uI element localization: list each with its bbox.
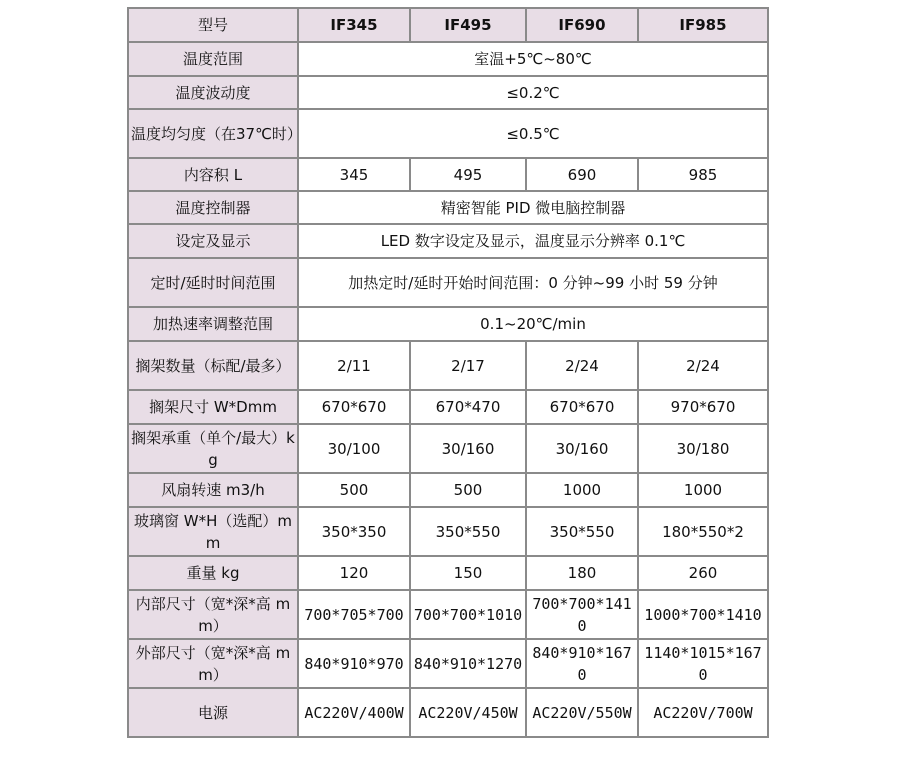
table-row: [128, 307, 768, 341]
row-label: 内容积 L: [128, 158, 298, 191]
model-header: IF690: [526, 8, 638, 42]
table-row: [128, 76, 768, 109]
row-label: 外部尺寸（宽*深*高 mm）: [128, 639, 298, 688]
cell-value: 2/24: [526, 341, 638, 390]
row-label: 电源: [128, 688, 298, 737]
row-span-value: 0.1~20℃/min: [298, 307, 768, 341]
row-label: 定时/延时时间范围: [128, 258, 298, 307]
cell-value: 670*670: [526, 390, 638, 424]
table-row: [128, 42, 768, 76]
cell-value: 500: [298, 473, 410, 507]
cell-value: 345: [298, 158, 410, 191]
row-label: 加热速率调整范围: [128, 307, 298, 341]
cell-value: 970*670: [638, 390, 768, 424]
row-label: 内部尺寸（宽*深*高 mm）: [128, 590, 298, 639]
cell-value: 840*910*970: [298, 639, 410, 688]
cell-value: 30/180: [638, 424, 768, 473]
cell-value: 840*910*1270: [410, 639, 526, 688]
row-label: 风扇转速 m3/h: [128, 473, 298, 507]
table-row: [128, 507, 768, 556]
cell-value: 1000: [526, 473, 638, 507]
cell-value: 700*700*1010: [410, 590, 526, 639]
row-label: 玻璃窗 W*H（选配）mm: [128, 507, 298, 556]
cell-value: 700*705*700: [298, 590, 410, 639]
cell-value: 180: [526, 556, 638, 590]
table-row: [128, 556, 768, 590]
cell-value: 500: [410, 473, 526, 507]
cell-value: 150: [410, 556, 526, 590]
model-header: IF495: [410, 8, 526, 42]
cell-value: 2/17: [410, 341, 526, 390]
cell-value: 350*550: [410, 507, 526, 556]
row-span-value: ≤0.2℃: [298, 76, 768, 109]
table-row: [128, 341, 768, 390]
cell-value: 700*700*1410: [526, 590, 638, 639]
model-header: IF345: [298, 8, 410, 42]
cell-value: 1000: [638, 473, 768, 507]
model-header: IF985: [638, 8, 768, 42]
cell-value: 30/160: [410, 424, 526, 473]
cell-value: 1000*700*1410: [638, 590, 768, 639]
cell-value: 120: [298, 556, 410, 590]
cell-value: 2/11: [298, 341, 410, 390]
row-span-value: ≤0.5℃: [298, 109, 768, 158]
cell-value: 30/100: [298, 424, 410, 473]
cell-value: 840*910*1670: [526, 639, 638, 688]
header-row: [128, 8, 768, 42]
table-row: [128, 158, 768, 191]
row-label: 温度波动度: [128, 76, 298, 109]
cell-value: AC220V/450W: [410, 688, 526, 737]
table-row: [128, 390, 768, 424]
cell-value: 670*670: [298, 390, 410, 424]
row-label: 搁架尺寸 W*Dmm: [128, 390, 298, 424]
cell-value: 2/24: [638, 341, 768, 390]
cell-value: AC220V/700W: [638, 688, 768, 737]
row-label: 温度范围: [128, 42, 298, 76]
table-row: [128, 590, 768, 639]
row-label: 温度控制器: [128, 191, 298, 224]
cell-value: AC220V/550W: [526, 688, 638, 737]
row-span-value: 加热定时/延时开始时间范围：0 分钟~99 小时 59 分钟: [298, 258, 768, 307]
table-row: [128, 258, 768, 307]
table-row: [128, 688, 768, 737]
table-row: [128, 424, 768, 473]
table-row: [128, 224, 768, 258]
row-span-value: 精密智能 PID 微电脑控制器: [298, 191, 768, 224]
cell-value: AC220V/400W: [298, 688, 410, 737]
spec-table: [127, 7, 769, 738]
row-label: 重量 kg: [128, 556, 298, 590]
cell-value: 495: [410, 158, 526, 191]
row-label: 搁架承重（单个/最大）kg: [128, 424, 298, 473]
row-span-value: 室温+5℃~80℃: [298, 42, 768, 76]
table-row: [128, 473, 768, 507]
cell-value: 350*550: [526, 507, 638, 556]
header-label: 型号: [128, 8, 298, 42]
cell-value: 180*550*2: [638, 507, 768, 556]
cell-value: 30/160: [526, 424, 638, 473]
table-row: [128, 191, 768, 224]
cell-value: 670*470: [410, 390, 526, 424]
row-label: 设定及显示: [128, 224, 298, 258]
row-span-value: LED 数字设定及显示，温度显示分辨率 0.1℃: [298, 224, 768, 258]
table-row: [128, 639, 768, 688]
cell-value: 1140*1015*1670: [638, 639, 768, 688]
row-label: 搁架数量（标配/最多）: [128, 341, 298, 390]
cell-value: 350*350: [298, 507, 410, 556]
cell-value: 260: [638, 556, 768, 590]
table-row: [128, 109, 768, 158]
cell-value: 690: [526, 158, 638, 191]
cell-value: 985: [638, 158, 768, 191]
row-label: 温度均匀度（在37℃时）: [128, 109, 298, 158]
